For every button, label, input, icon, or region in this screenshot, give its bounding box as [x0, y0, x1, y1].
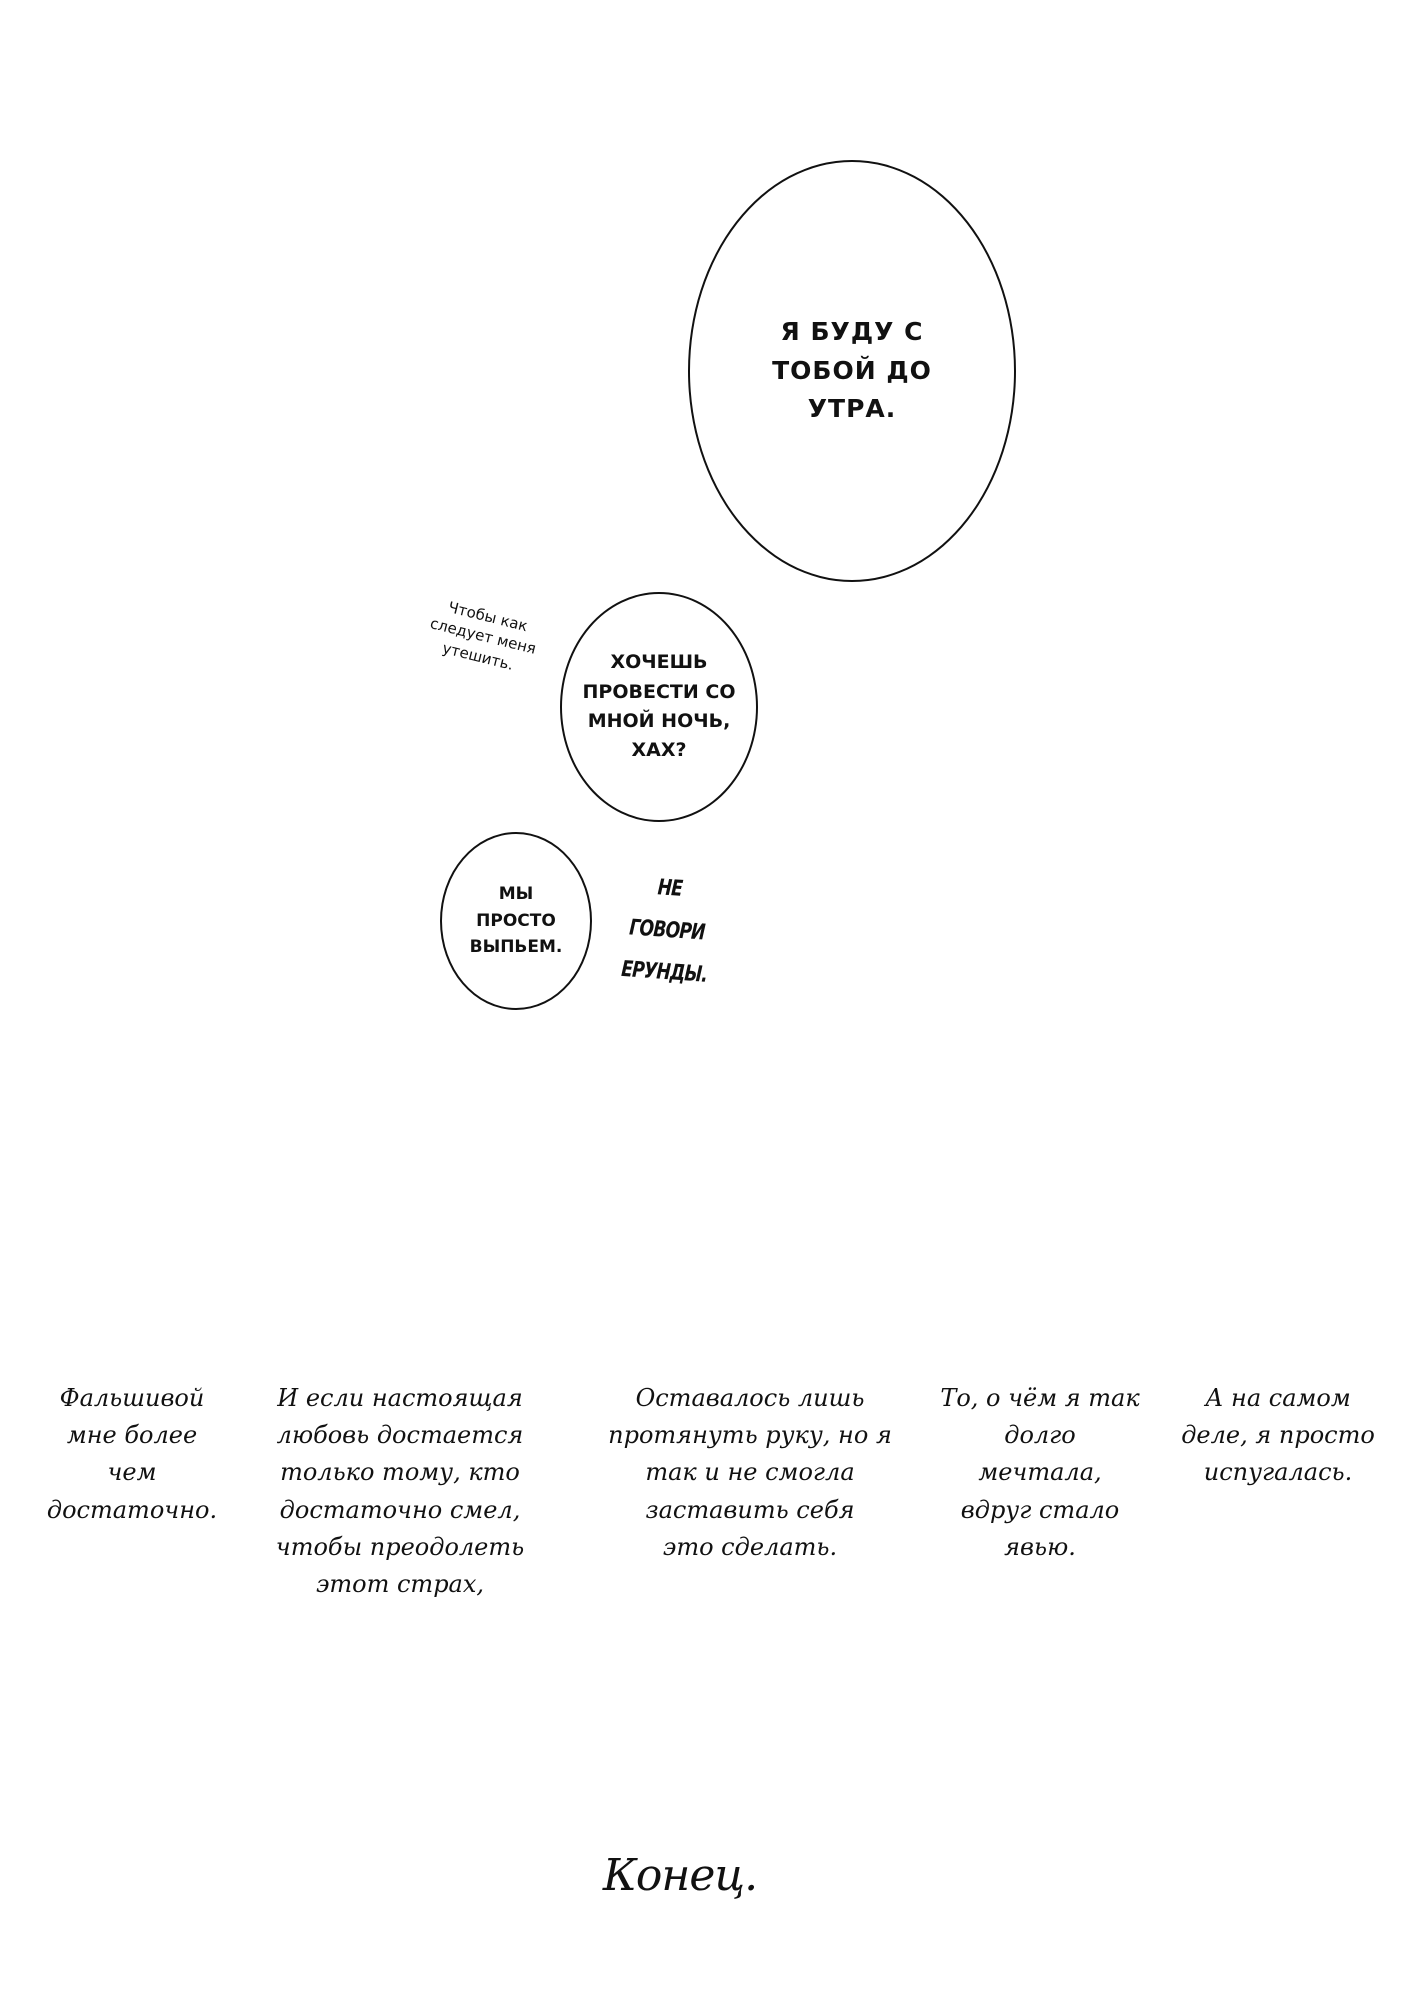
shout-text: НЕ ГОВОРИ ЕРУНДЫ. [620, 875, 708, 988]
narration-column-5: А на самом деле, я просто испугалась. [1181, 1384, 1375, 1487]
narration-column-1: Фальшивой мне более чем достаточно. [46, 1384, 218, 1524]
narration-column-2: И если настоящая любовь достается только тому, кто достаточно смел, чтобы преодолеть этот страх, [275, 1384, 525, 1598]
speech-bubble-large [688, 160, 1016, 582]
speech-bubble-medium-text: ХОЧЕШЬ ПРОВЕСТИ СО МНОЙ НОЧЬ, ХАХ? [582, 651, 736, 762]
speech-bubble-small-text: МЫ ПРОСТО ВЫПЬЕМ. [469, 884, 563, 958]
speech-bubble-large-text: Я БУДУ С ТОБОЙ ДО УТРА. [772, 316, 932, 424]
speech-bubble-small [440, 832, 592, 1010]
ending-title: Конец. [602, 1850, 758, 1901]
speech-bubble-medium [560, 592, 758, 822]
aside-handwritten-text: Чтобы как следует меня утешить. [428, 598, 538, 674]
narration-column-4: То, о чём я так долго мечтала, вдруг стало явью. [940, 1384, 1140, 1561]
narration-column-3: Оставалось лишь протянуть руку, но я так и не смогла заставить себя это сделать. [608, 1384, 892, 1561]
